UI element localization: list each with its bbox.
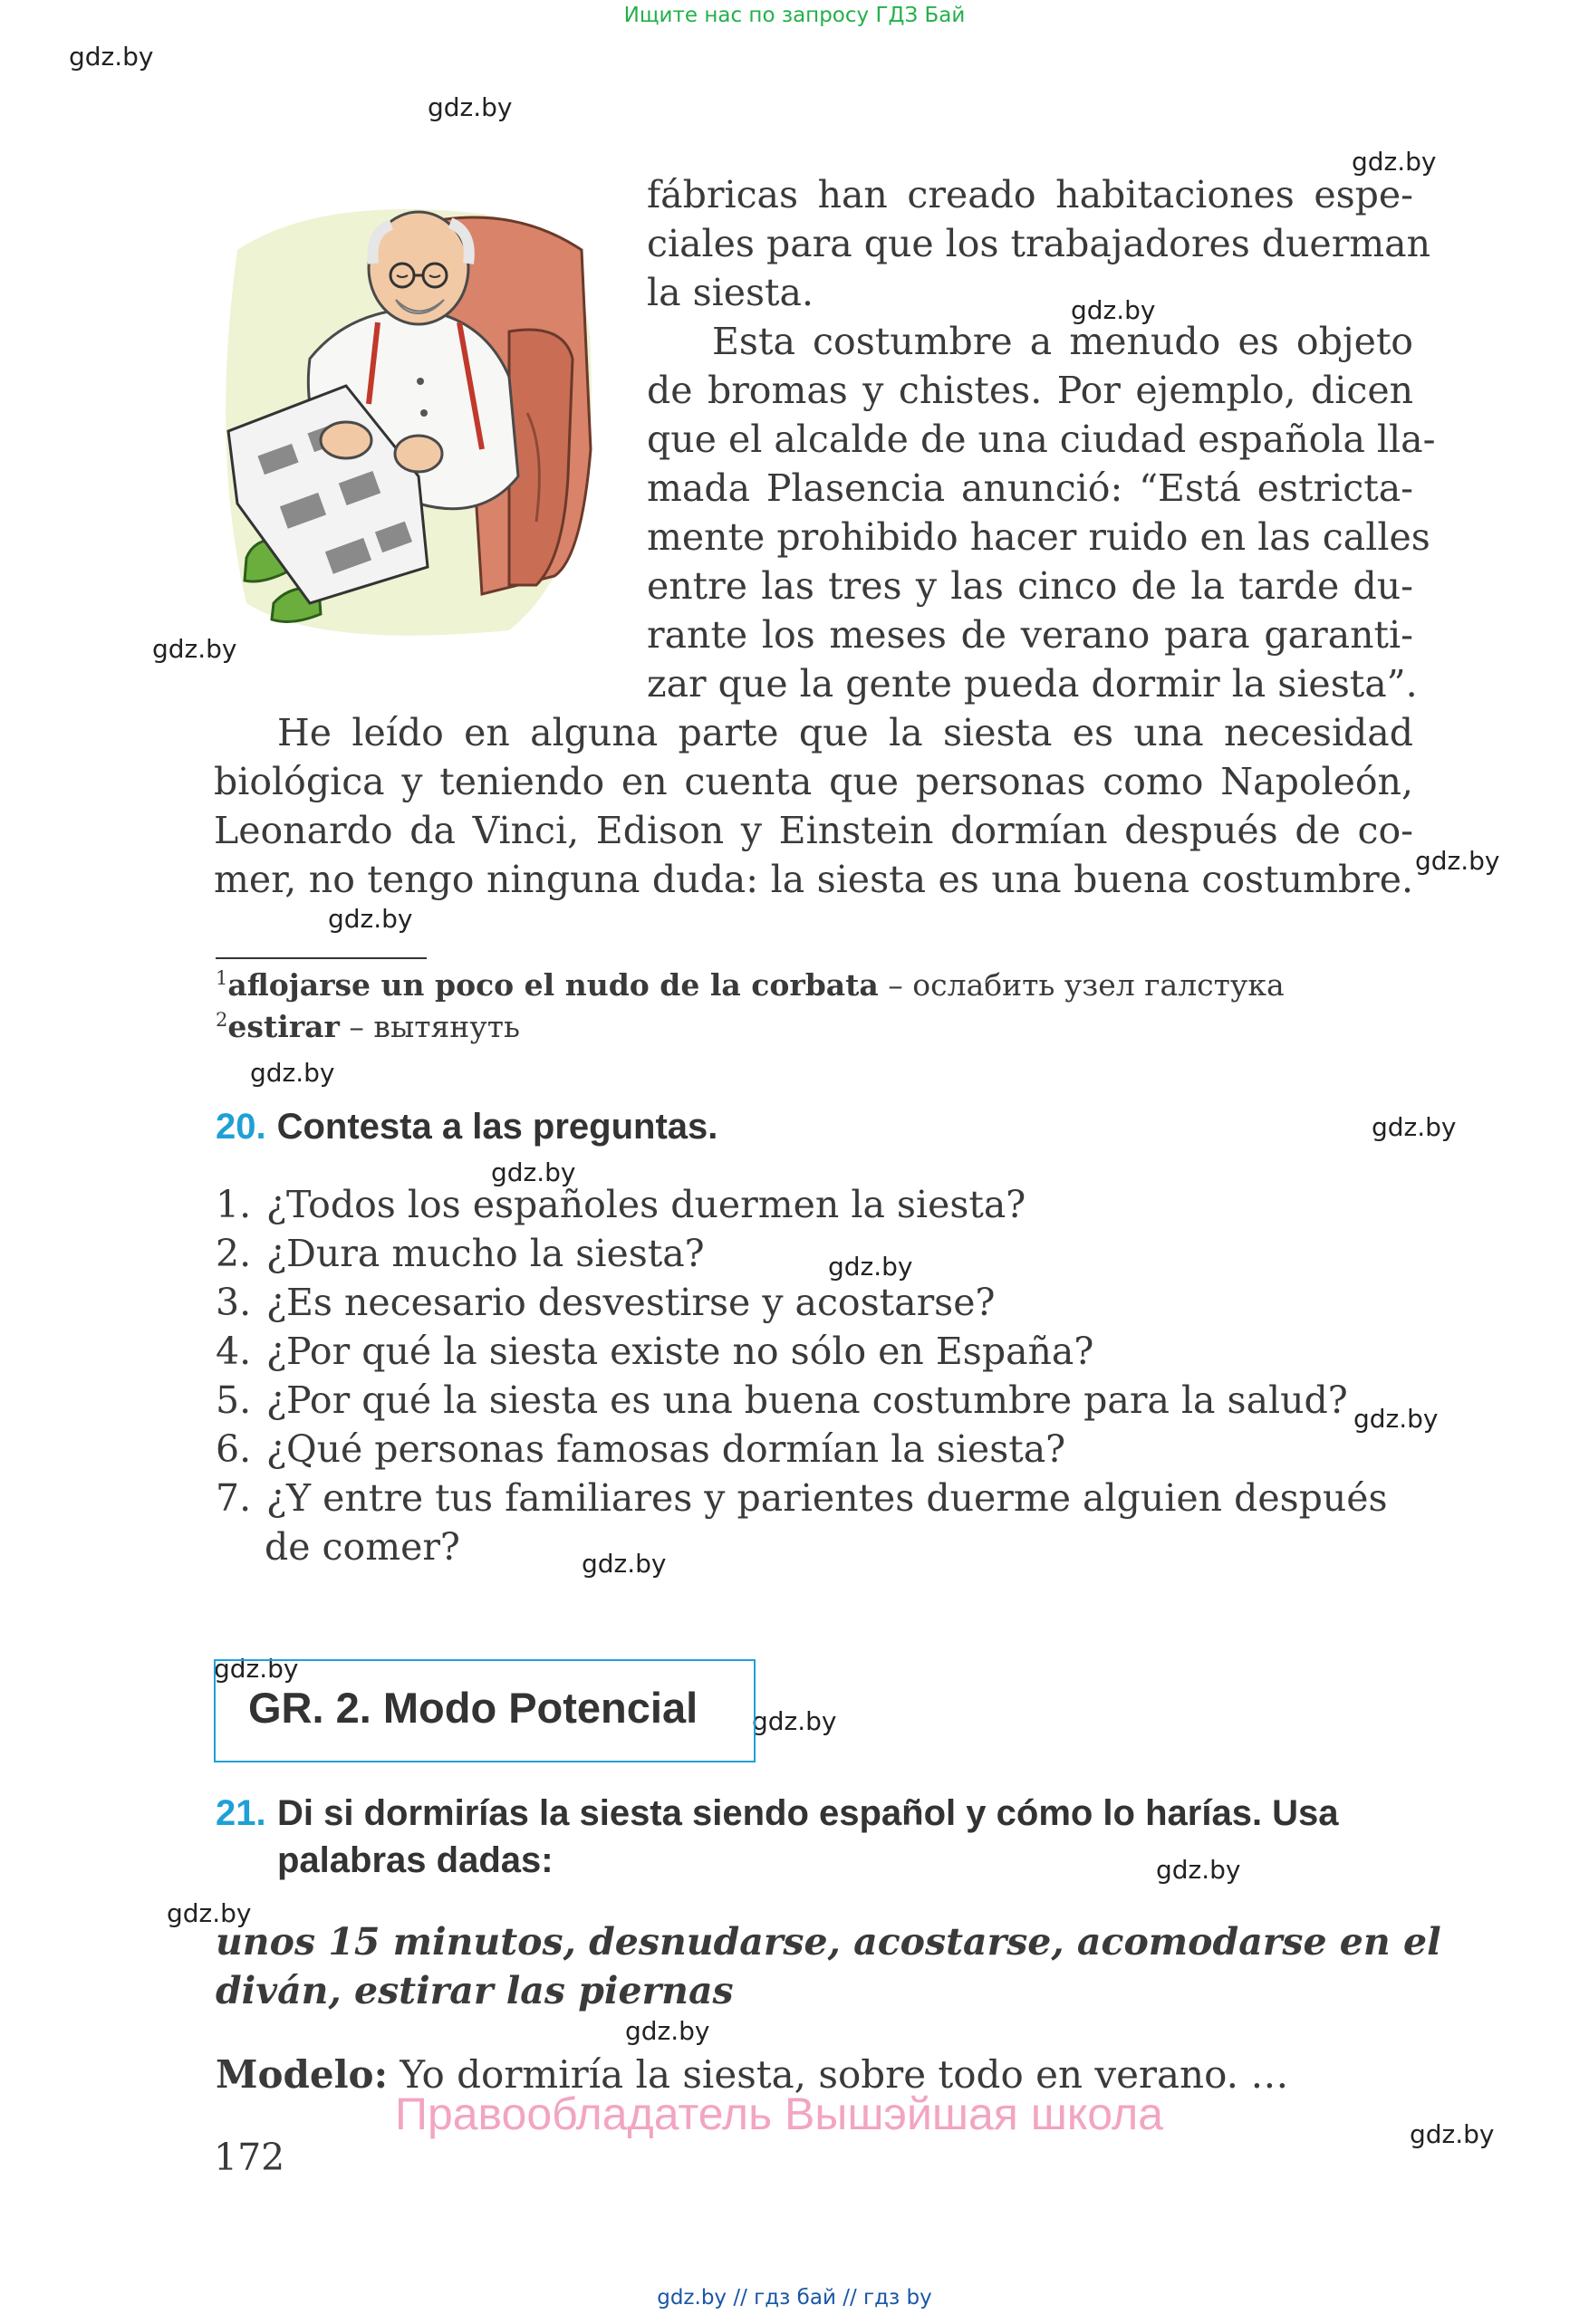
old-man-armchair-illustration (210, 178, 609, 648)
paragraph-line: Leonardo da Vinci, Edison y Einstein dormían después de co- (214, 809, 1413, 852)
question-item (216, 1476, 1388, 1520)
footnote-divider (216, 957, 427, 959)
question-number: 2. (216, 1232, 252, 1275)
watermark: gdz.by (328, 904, 413, 934)
grammar-section-title: GR. 2. Modo Potencial (248, 1684, 698, 1732)
question-text: ¿Y entre tus familiares y parientes duerme alguien después (266, 1476, 1388, 1520)
watermark: gdz.by (69, 42, 154, 72)
question-number: 6. (216, 1427, 252, 1471)
watermark: gdz.by (1372, 1112, 1457, 1142)
footnote-translation: – вытянуть (339, 1009, 520, 1044)
watermark: gdz.by (1410, 2119, 1495, 2149)
question-number: 3. (216, 1281, 252, 1324)
watermark: gdz.by (167, 1898, 252, 1928)
question-text: ¿Todos los españoles duermen la siesta? (266, 1183, 1026, 1226)
question-item (216, 1330, 1093, 1373)
paragraph-line: He leído en alguna parte que la siesta es una necesidad (277, 711, 1413, 754)
story-line: ciales para que los trabajadores duerman (647, 222, 1431, 265)
footnote-1 (216, 967, 1285, 1003)
story-line: fábricas han creado habitaciones espe- (647, 173, 1413, 216)
watermark: gdz.by (1415, 846, 1500, 876)
watermark: gdz.by (1353, 1404, 1439, 1434)
question-number: 4. (216, 1330, 252, 1373)
question-item (216, 1427, 1065, 1471)
story-line: entre las tres y las cinco de la tarde du- (647, 564, 1413, 608)
model-label: Modelo: (216, 2052, 389, 2097)
question-item (216, 1183, 1026, 1226)
watermark: gdz.by (828, 1252, 913, 1282)
exercise-21-number (216, 1793, 277, 1834)
question-number: 5. (216, 1378, 252, 1422)
question-text: ¿Por qué la siesta es una buena costumbre para la salud? (266, 1378, 1348, 1422)
watermark: gdz.by (582, 1549, 667, 1579)
exercise-number: 21. (216, 1793, 266, 1833)
question-item (216, 1232, 705, 1275)
exercise-number: 20. (216, 1107, 266, 1147)
watermark: gdz.by (625, 2016, 710, 2046)
watermark: gdz.by (214, 1654, 299, 1684)
watermark: gdz.by (1071, 295, 1156, 325)
watermark: gdz.by (250, 1058, 335, 1088)
exercise-20-heading (216, 1107, 717, 1148)
exercise-21-instruction-cont: palabras dadas: (277, 1840, 554, 1880)
question-item (216, 1378, 1348, 1422)
top-banner[interactable]: Ищите нас по запросу ГДЗ Бай (623, 4, 966, 27)
story-line: zar que la gente pueda dormir la siesta”. (647, 662, 1418, 706)
paragraph-line: mer, no tengo ninguna duda: la siesta es una buena costumbre. (214, 858, 1413, 901)
question-number: 7. (216, 1476, 252, 1520)
footnote-term: estirar (227, 1009, 340, 1044)
question-text: ¿Por qué la siesta existe no sólo en España? (266, 1330, 1094, 1373)
footnote-2 (216, 1009, 520, 1044)
story-line: rante los meses de verano para garanti- (647, 613, 1413, 657)
paragraph-line: biológica y teniendo en cuenta que personas como Napoleón, (214, 760, 1413, 803)
story-line: mada Plasencia anunció: “Está estricta- (647, 466, 1413, 510)
footnote-number: 2 (216, 1009, 228, 1031)
model-text: Yo dormiría la siesta, sobre todo en verano. … (388, 2052, 1289, 2097)
given-words: unos 15 minutos, desnudarse, acostarse, acomodarse en el (216, 1920, 1441, 1964)
bottom-banner[interactable]: gdz.by // гдз бай // гдз by (657, 2286, 932, 2310)
story-line: que el alcalde de una ciudad española lla- (647, 418, 1436, 461)
question-item (216, 1281, 995, 1324)
given-words: diván, estirar las piernas (216, 1969, 734, 2012)
story-line: Esta costumbre a menudo es objeto (712, 320, 1413, 363)
watermark: gdz.by (752, 1706, 837, 1736)
story-line: mente prohibido hacer ruido en las calles (647, 515, 1430, 559)
footnote-translation: – ослабить узел галстука (878, 967, 1285, 1003)
story-line: la siesta. (647, 271, 814, 314)
page-number: 172 (214, 2136, 285, 2179)
question-text: ¿Es necesario desvestirse y acostarse? (266, 1281, 996, 1324)
exercise-21-instruction: Di si dormirías la siesta siendo español y cómo lo harías. Usa (277, 1793, 1339, 1833)
exercise-instruction: Contesta a las preguntas. (276, 1107, 718, 1147)
question-continuation: de comer? (265, 1525, 460, 1569)
question-number: 1. (216, 1183, 252, 1226)
watermark: gdz.by (1352, 147, 1437, 177)
watermark: gdz.by (491, 1157, 576, 1187)
footnote-term: aflojarse un poco el nudo de la corbata (227, 967, 879, 1003)
footnote-number: 1 (216, 967, 228, 989)
watermark: gdz.by (428, 92, 513, 122)
question-text: ¿Qué personas famosas dormían la siesta? (266, 1427, 1066, 1471)
watermark: gdz.by (1156, 1855, 1241, 1885)
question-text: ¿Dura mucho la siesta? (266, 1232, 705, 1275)
grammar-section-box (214, 1659, 756, 1762)
story-line: de bromas y chistes. Por ejemplo, dicen (647, 369, 1413, 412)
copyright-owner: Правообладатель Вышэйшая школа (395, 2089, 1163, 2139)
watermark: gdz.by (152, 634, 237, 664)
